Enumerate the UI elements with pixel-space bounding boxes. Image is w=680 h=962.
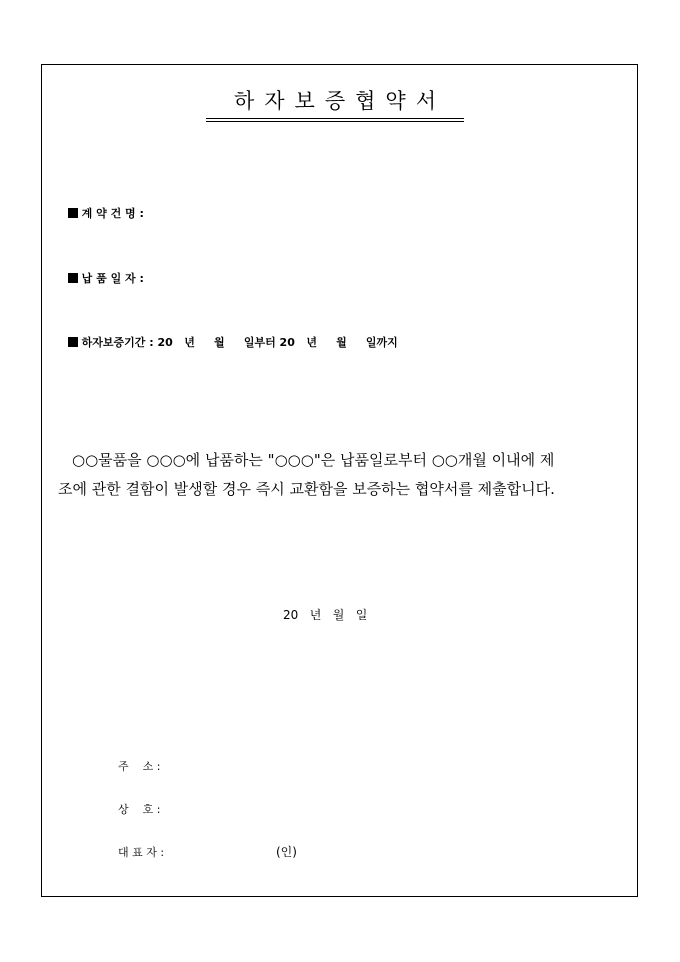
date-line: 20 년 월 일 — [283, 608, 368, 622]
delivery-date-label: 납 품 일 자 : — [81, 272, 144, 285]
agreement-body — [60, 446, 626, 504]
signature-company: 상 호 : — [118, 803, 161, 816]
square-bullet-icon — [68, 273, 78, 283]
signature-representative: 대 표 자 : — [118, 846, 165, 859]
title-block — [206, 87, 464, 122]
field-contract-name — [60, 193, 144, 221]
field-delivery-date — [60, 258, 144, 286]
title-underline — [206, 118, 464, 119]
document-title: 하자보증협약서 — [233, 89, 446, 113]
seal-mark: (인) — [276, 845, 297, 859]
contract-name-label: 계 약 건 명 : — [81, 207, 144, 220]
warranty-period-label: 하자보증기간 : 20 년 월 일부터 20 년 월 일까지 — [81, 336, 398, 349]
agreement-line-2: 조에 관한 결함이 발생할 경우 즉시 교환함을 보증하는 협약서를 제출합니다. — [58, 480, 555, 498]
signature-address: 주 소 : — [118, 760, 161, 773]
square-bullet-icon — [68, 337, 78, 347]
agreement-line-1: ○○물품을 ○○○에 납품하는 "○○○"은 납품일로부터 ○○개월 이내에 제 — [72, 451, 555, 469]
field-warranty-period — [60, 322, 398, 350]
title-double-underline — [206, 121, 464, 122]
square-bullet-icon — [68, 208, 78, 218]
